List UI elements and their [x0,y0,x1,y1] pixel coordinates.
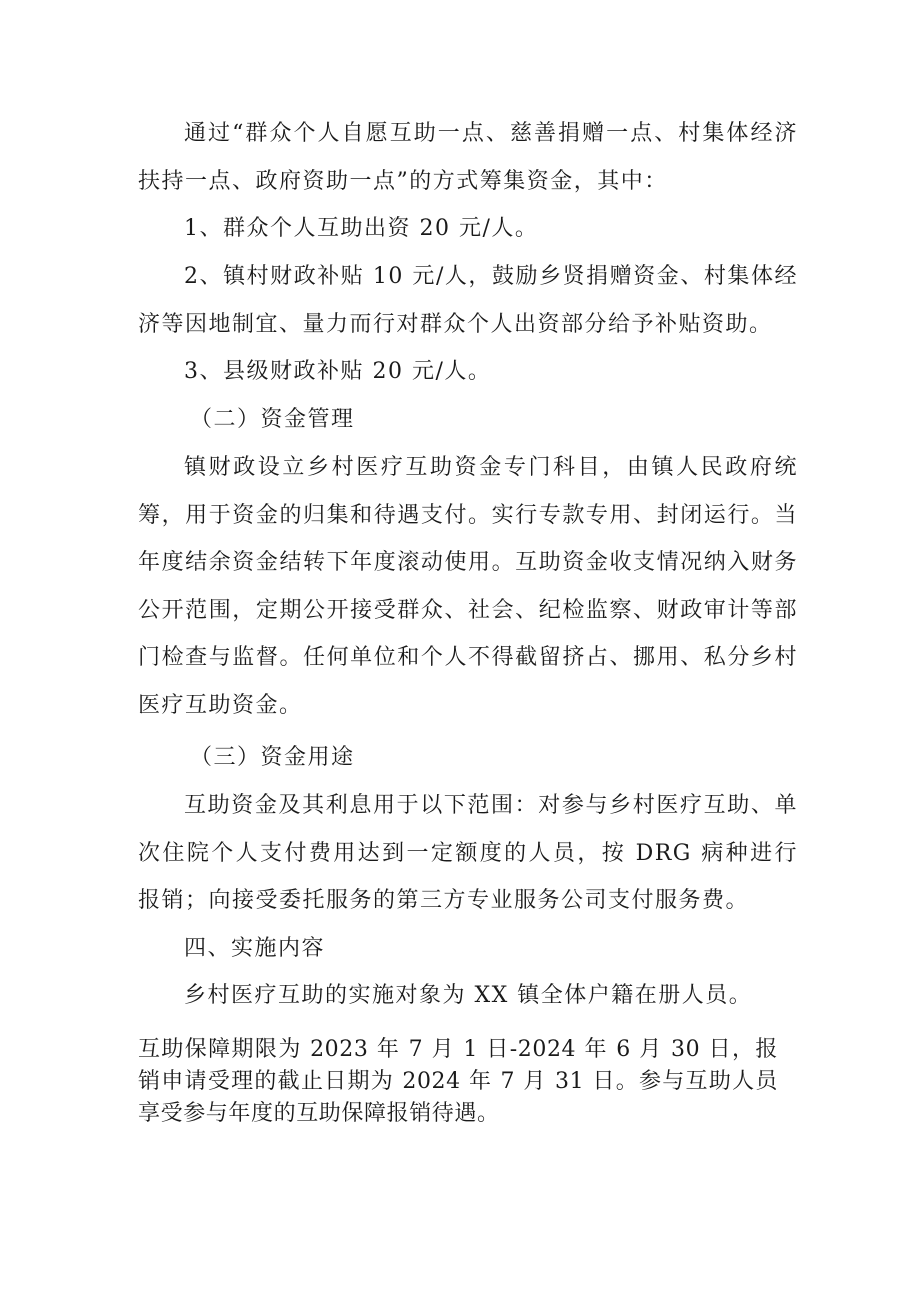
section-heading-fund-management: （二）资金管理 [190,407,355,432]
paragraph-item-3: 3、县级财政补贴 20 元/人。 [184,359,492,384]
paragraph-funding-method: 通过“群众个人自愿互助一点、慈善捐赠一点、村集体经济扶持一点、政府资助一点”的方式筹集资金，其中： [138,121,798,194]
section-heading-implementation: 四、实施内容 [184,936,326,961]
paragraph-item-2: 2、镇村财政补贴 10 元/人，鼓励乡贤捐赠资金、村集体经济等因地制宜、量力而行对群众个人出资部分给予补贴资助。 [138,264,798,337]
paragraph-target-population: 乡村医疗互助的实施对象为 XX 镇全体户籍在册人员。 [184,983,753,1008]
paragraph-fund-usage: 互助资金及其利息用于以下范围：对参与乡村医疗互助、单次住院个人支付费用达到一定额度的人员，按 DRG 病种进行报销；向接受委托服务的第三方专业服务公司支付服务费。 [138,793,798,913]
paragraph-item-1: 1、群众个人互助出资 20 元/人。 [184,216,539,241]
section-heading-fund-usage: （三）资金用途 [190,745,355,770]
paragraph-fund-management: 镇财政设立乡村医疗互助资金专门科目，由镇人民政府统筹，用于资金的归集和待遇支付。实行专款专用、封闭运行。当年度结余资金结转下年度滚动使用。互助资金收支情况纳入财务公开范围，定期公开接受群众、社会、纪检监察、财政审计等部门检查与监督。任何单位和个人不得截留挤占、挪用、私分乡村医疗互助资金。 [138,455,798,718]
paragraph-coverage-period: 互助保障期限为 2023 年 7 月 1 日-2024 年 6 月 30 日，报销申请受理的截止日期为 2024 年 7 月 31 日。参与互助人员享受参与年度的互助保障报销待遇。 [138,1037,778,1126]
